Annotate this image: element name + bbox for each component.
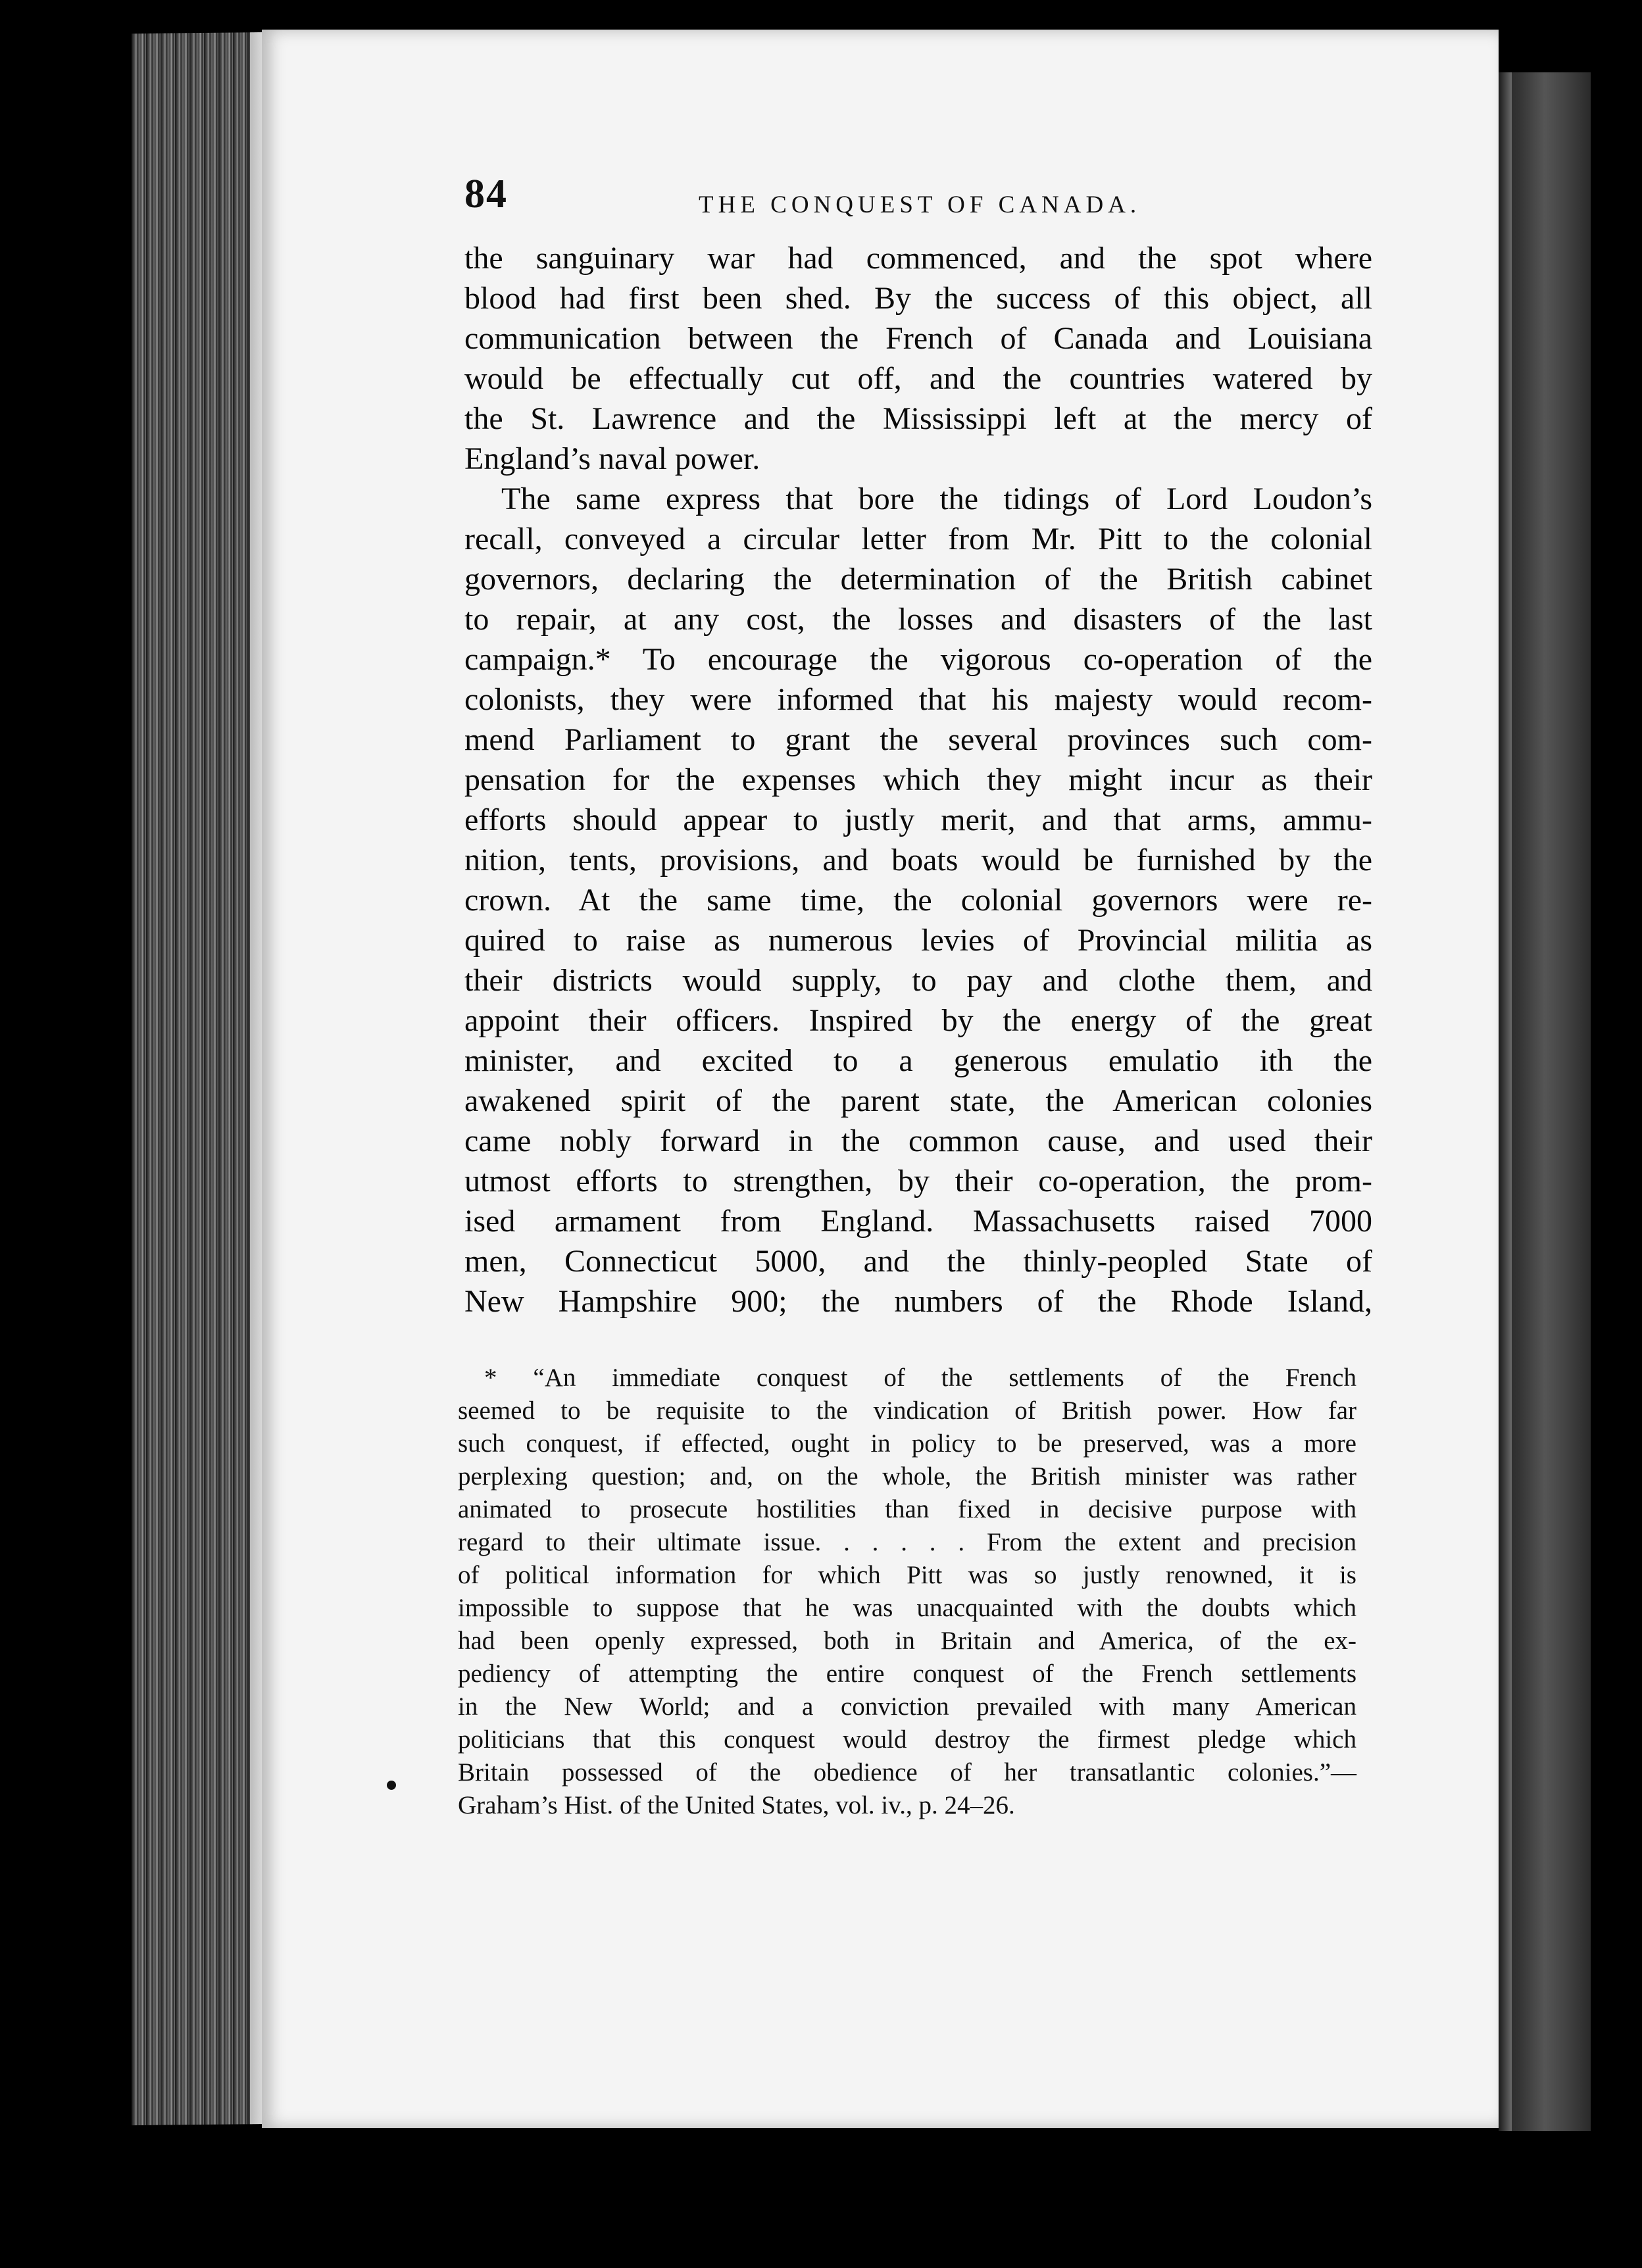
body-line: pensation for the expenses which they might incur as their — [464, 762, 1372, 797]
body-line: came nobly forward in the common cause, and used their — [464, 1123, 1372, 1158]
page-header — [464, 171, 1372, 224]
body-line: appoint their officers. Inspired by the energy of the great — [464, 1003, 1372, 1038]
body-line: campaign.* To encourage the vigorous co-operation of the — [464, 642, 1372, 677]
footnote-line: politicians that this conquest would destroy the firmest pledge which — [458, 1725, 1356, 1754]
page-number: 84 — [464, 172, 508, 216]
body-line: crown. At the same time, the colonial governors were re- — [464, 883, 1372, 918]
body-text — [464, 238, 1372, 1321]
footnote-line: regard to their ultimate issue. . . . . . From the extent and precision — [458, 1528, 1356, 1556]
footnote — [458, 1362, 1356, 1822]
body-line: blood had first been shed. By the success of this object, all — [464, 281, 1372, 316]
body-line: The same express that bore the tidings of Lord Loudon’s — [501, 481, 1372, 516]
body-line: colonists, they were informed that his majesty would recom- — [464, 682, 1372, 717]
footnote-line: * “An immediate conquest of the settlements of the French — [484, 1364, 1356, 1392]
body-line: the St. Lawrence and the Mississippi left at the mercy of — [464, 401, 1372, 436]
running-title: THE CONQUEST OF CANADA. — [699, 191, 1141, 218]
footnote-line: impossible to suppose that he was unacquainted with the doubts which — [458, 1594, 1356, 1622]
footnote-line: perplexing question; and, on the whole, the British minister was rather — [458, 1462, 1356, 1491]
body-line: awakened spirit of the parent state, the American colonies — [464, 1083, 1372, 1118]
body-line: to repair, at any cost, the losses and disasters of the last — [464, 602, 1372, 637]
body-line: governors, declaring the determination of the British cabinet — [464, 562, 1372, 597]
body-line: the sanguinary war had commenced, and the spot where — [464, 241, 1372, 276]
margin-dot — [387, 1781, 396, 1790]
footnote-line: seemed to be requisite to the vindication of British power. How far — [458, 1396, 1356, 1425]
footnote-line: of political information for which Pitt was so justly renowned, it is — [458, 1561, 1356, 1589]
body-line: communication between the French of Canada and Louisiana — [464, 321, 1372, 356]
body-line: utmost efforts to strengthen, by their co-operation, the prom- — [464, 1164, 1372, 1198]
body-line: New Hampshire 900; the numbers of the Rhode Island, — [464, 1284, 1372, 1319]
facing-page-edge — [1499, 72, 1591, 2131]
footnote-line: in the New World; and a conviction prevailed with many American — [458, 1692, 1356, 1721]
footnote-line: pediency of attempting the entire conquest of the French settlements — [458, 1660, 1356, 1688]
body-line: minister, and excited to a generous emulatio ith the — [464, 1043, 1372, 1078]
facing-page-shadow — [1499, 72, 1512, 2131]
body-line: men, Connecticut 5000, and the thinly-peopled State of — [464, 1244, 1372, 1279]
body-line: mend Parliament to grant the several provinces such com- — [464, 722, 1372, 757]
footnote-line: Britain possessed of the obedience of her transatlantic colonies.”— — [458, 1758, 1356, 1787]
footnote-line: animated to prosecute hostilities than fixed in decisive purpose with — [458, 1495, 1356, 1523]
footnote-line: Graham’s Hist. of the United States, vol. iv., p. 24–26. — [458, 1791, 1015, 1819]
body-line: quired to raise as numerous levies of Provincial militia as — [464, 923, 1372, 958]
body-line: nition, tents, provisions, and boats would be furnished by the — [464, 843, 1372, 877]
book-page-edges — [132, 32, 270, 2125]
body-line: efforts should appear to justly merit, and that arms, ammu- — [464, 802, 1372, 837]
body-line: would be effectually cut off, and the countries watered by — [464, 361, 1372, 396]
body-line: recall, conveyed a circular letter from Mr. Pitt to the colonial — [464, 522, 1372, 556]
scan-border — [0, 2131, 1642, 2268]
footnote-line: had been openly expressed, both in Britain and America, of the ex- — [458, 1627, 1356, 1655]
footnote-line: such conquest, if effected, ought in policy to be preserved, was a more — [458, 1429, 1356, 1458]
body-line: ised armament from England. Massachusetts raised 7000 — [464, 1204, 1372, 1239]
body-line: their districts would supply, to pay and clothe them, and — [464, 963, 1372, 998]
body-line: England’s naval power. — [464, 441, 760, 476]
